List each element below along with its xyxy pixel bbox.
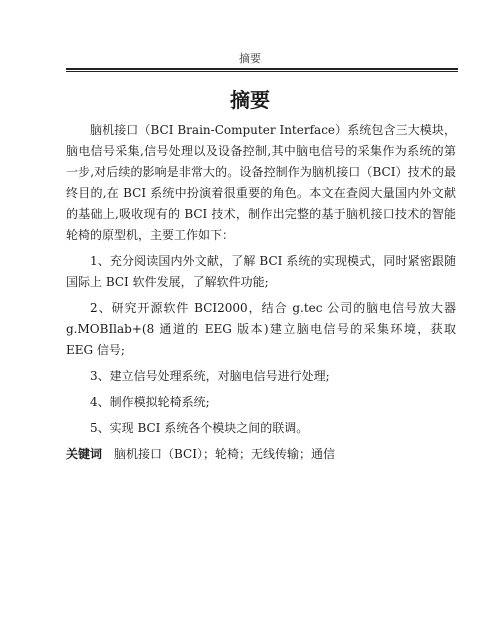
- abstract-intro: 脑机接口（BCI Brain-Computer Interface）系统包含三大模块，脑电信号采集,信号处理以及设备控制,其中脑电信号的采集作为系统的第一步,对后续的影响是非常大的。设备控制作为脑机接口（BCI）技术的最终目的,在 BCI 系统中扮演着很重要的角色。本文在查阅大量国内外文献的基础上,吸收现有的 BCI 技术，制作出完整的基于脑机接口技术的智能轮椅的原型机，主要工作如下：: [66, 123, 456, 242]
- work-item-1: 1、充分阅读国内外文献，了解 BCI 系统的实现模式，同时紧密跟随国际上 BCI 软件发展，了解软件功能;: [66, 254, 456, 289]
- work-item-2: 2、研究开源软件 BCI2000，结合 g.tec 公司的脑电信号放大器g.MOBIlab+(8 通道的 EEG 版本)建立脑电信号的采集环境，获取 EEG 信号;: [66, 301, 456, 357]
- header-rule-thick: [66, 68, 458, 70]
- work-item-4: 4、制作模拟轮椅系统;: [90, 395, 210, 409]
- running-header: 摘要: [239, 52, 261, 65]
- keywords-text: 脑机接口（BCI）；轮椅；无线传输；通信: [114, 447, 335, 461]
- keywords-label: 关键词: [66, 447, 103, 461]
- work-item-5: 5、实现 BCI 系统各个模块之间的联调。: [90, 421, 309, 435]
- keywords-line: [66, 444, 456, 465]
- header-rule-thin: [66, 71, 458, 72]
- abstract-title: 摘要: [230, 88, 270, 112]
- abstract-body: [66, 120, 456, 465]
- work-item-3: 3、建立信号处理系统，对脑电信号进行处理;: [90, 369, 330, 383]
